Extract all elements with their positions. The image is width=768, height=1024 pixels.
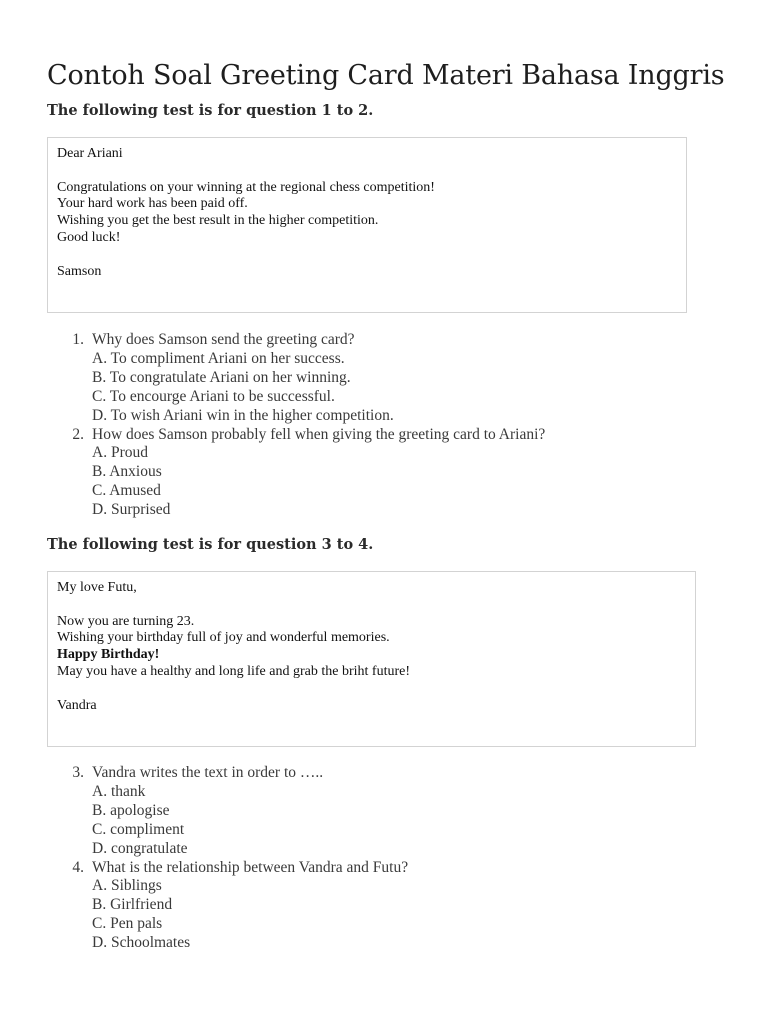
card-line-emphasis: Happy Birthday! <box>57 647 160 663</box>
card-line: May you have a healthy and long life and grab the briht future! <box>57 663 410 679</box>
answer-option: C. compliment <box>92 820 185 838</box>
question-text: Why does Samson send the greeting card? <box>92 331 355 348</box>
answer-option: D. congratulate <box>92 839 188 857</box>
question-item <box>0 426 768 521</box>
question-number: 2. <box>72 425 84 443</box>
question-item <box>0 859 768 954</box>
question-text: Vandra writes the text in order to ….. <box>92 764 324 781</box>
answer-option: A. Proud <box>92 444 148 462</box>
section-heading-2: The following test is for question 3 to 4. <box>47 536 374 553</box>
question-number: 3. <box>72 764 84 781</box>
question-list-1 <box>0 331 768 520</box>
question-number: 4. <box>72 858 84 876</box>
answer-option: D. Schoolmates <box>92 934 191 952</box>
card-line: Good luck! <box>57 229 121 245</box>
answer-option: A. thank <box>92 782 146 800</box>
answer-option: C. Amused <box>92 482 161 500</box>
question-item <box>0 331 768 426</box>
question-item <box>0 764 768 859</box>
question-number: 1. <box>72 331 84 348</box>
greeting-card-2 <box>47 571 696 747</box>
card-greeting: My love Futu, <box>57 580 137 595</box>
card-signature: Samson <box>57 263 102 279</box>
answer-option: C. To encourge Ariani to be successful. <box>92 387 335 405</box>
card-spacer <box>57 597 686 614</box>
card-spacer <box>57 681 686 698</box>
section-heading-1: The following test is for question 1 to 2. <box>47 102 374 119</box>
answer-option: A. Siblings <box>92 877 162 895</box>
card-spacer <box>57 163 677 180</box>
answer-option: D. To wish Ariani win in the higher competition. <box>92 406 394 424</box>
greeting-card-1 <box>47 137 687 313</box>
answer-option: B. Anxious <box>92 463 162 481</box>
card-line: Now you are turning 23. <box>57 613 195 629</box>
answer-option: A. To compliment Ariani on her success. <box>92 349 345 367</box>
card-line: Wishing your birthday full of joy and wonderful memories. <box>57 630 390 646</box>
answer-option: B. Girlfriend <box>92 896 173 914</box>
card-spacer <box>57 247 677 264</box>
question-list-2 <box>0 764 768 953</box>
question-text: How does Samson probably fell when giving the greeting card to Ariani? <box>92 425 546 443</box>
question-text: What is the relationship between Vandra and Futu? <box>92 858 409 876</box>
answer-option: D. Surprised <box>92 501 171 519</box>
answer-option: C. Pen pals <box>92 915 163 933</box>
card-line: Congratulations on your winning at the regional chess competition! <box>57 179 435 195</box>
answer-option: B. To congratulate Ariani on her winning. <box>92 368 351 386</box>
card-greeting: Dear Ariani <box>57 146 123 161</box>
card-signature: Vandra <box>57 697 97 713</box>
card-line: Your hard work has been paid off. <box>57 196 248 212</box>
answer-option: B. apologise <box>92 801 170 819</box>
page-title: Contoh Soal Greeting Card Materi Bahasa Inggris <box>47 60 725 91</box>
card-line: Wishing you get the best result in the higher competition. <box>57 213 379 229</box>
